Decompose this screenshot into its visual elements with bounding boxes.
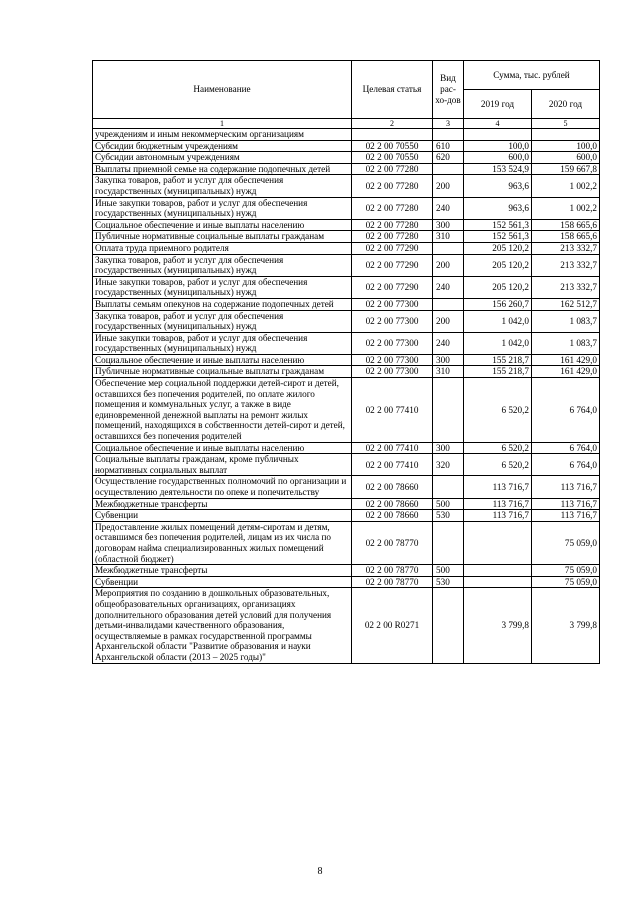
cell-code: 02 2 00 78660 (352, 498, 433, 510)
cell-s2: 6 764,0 (532, 378, 600, 443)
table-row (93, 476, 600, 498)
cell-type: 200 (433, 254, 464, 276)
cell-type (433, 242, 464, 254)
cell-type: 530 (433, 576, 464, 588)
table-row (93, 588, 600, 663)
table-row (93, 219, 600, 231)
header-type: Вид рас-хо-дов (433, 61, 464, 119)
cell-code: 02 2 00 77280 (352, 175, 433, 197)
cell-type: 240 (433, 332, 464, 354)
cell-s1: 1 042,0 (464, 310, 532, 332)
cell-code: 02 2 00 R0271 (352, 588, 433, 663)
cell-code: 02 2 00 77300 (352, 298, 433, 310)
cell-code: 02 2 00 77280 (352, 231, 433, 243)
cell-name: Субсидии бюджетным учреждениям (93, 140, 352, 152)
table-row (93, 332, 600, 354)
cell-code: 02 2 00 70550 (352, 152, 433, 164)
cell-s1: 155 218,7 (464, 366, 532, 378)
table-row (93, 378, 600, 443)
cell-type: 200 (433, 310, 464, 332)
cell-s2: 158 665,6 (532, 219, 600, 231)
cell-type: 620 (433, 152, 464, 164)
cell-name: Субвенции (93, 510, 352, 522)
table-row (93, 254, 600, 276)
cell-s1: 113 716,7 (464, 476, 532, 498)
cell-name: Закупка товаров, работ и услуг для обеспечения государственных (муниципальных) нужд (93, 175, 352, 197)
cell-s2: 113 716,7 (532, 498, 600, 510)
cell-s2: 213 332,7 (532, 276, 600, 298)
column-number: 3 (433, 119, 464, 129)
cell-code: 02 2 00 77300 (352, 354, 433, 366)
cell-code: 02 2 00 78770 (352, 521, 433, 564)
table-body (93, 129, 600, 664)
table-header-row (93, 61, 600, 90)
cell-type (433, 521, 464, 564)
cell-name: Субвенции (93, 576, 352, 588)
cell-s1: 1 042,0 (464, 332, 532, 354)
cell-s1: 963,6 (464, 197, 532, 219)
cell-name: Закупка товаров, работ и услуг для обеспечения государственных (муниципальных) нужд (93, 310, 352, 332)
cell-type: 240 (433, 276, 464, 298)
cell-code: 02 2 00 78660 (352, 476, 433, 498)
table-row (93, 565, 600, 577)
cell-s2: 75 059,0 (532, 576, 600, 588)
cell-name: Социальное обеспечение и иные выплаты населению (93, 442, 352, 454)
table-row (93, 140, 600, 152)
cell-name: Осуществление государственных полномочий по организации и осуществлению деятельности по опеке и попечительству (93, 476, 352, 498)
cell-name: Предоставление жилых помещений детям-сиротам и детям, оставшимся без попечения родителей, лицам из их числа по договорам найма специализированных жилых помещений (областной бюджет) (93, 521, 352, 564)
cell-name: Межбюджетные трансферты (93, 565, 352, 577)
cell-s1: 6 520,2 (464, 442, 532, 454)
cell-name: Иные закупки товаров, работ и услуг для обеспечения государственных (муниципальных) нужд (93, 332, 352, 354)
header-code: Целевая статья (352, 61, 433, 119)
cell-code: 02 2 00 77290 (352, 276, 433, 298)
cell-s2: 6 764,0 (532, 454, 600, 476)
cell-s1: 205 120,2 (464, 242, 532, 254)
header-sum: Сумма, тыс. рублей (464, 61, 600, 90)
cell-type (433, 476, 464, 498)
header-year-2019: 2019 год (464, 90, 532, 119)
cell-s2: 213 332,7 (532, 242, 600, 254)
cell-code: 02 2 00 78660 (352, 510, 433, 522)
table-row (93, 197, 600, 219)
cell-type: 240 (433, 197, 464, 219)
cell-s2: 6 764,0 (532, 442, 600, 454)
cell-code: 02 2 00 77410 (352, 378, 433, 443)
cell-s1: 6 520,2 (464, 454, 532, 476)
cell-name: Оплата труда приемного родителя (93, 242, 352, 254)
table-row (93, 152, 600, 164)
page-number: 8 (317, 866, 323, 877)
cell-type: 500 (433, 565, 464, 577)
cell-code: 02 2 00 77300 (352, 332, 433, 354)
cell-s1: 205 120,2 (464, 276, 532, 298)
cell-s2: 1 083,7 (532, 332, 600, 354)
cell-code: 02 2 00 78770 (352, 565, 433, 577)
table-row (93, 521, 600, 564)
column-number: 4 (464, 119, 532, 129)
cell-type (433, 588, 464, 663)
cell-s2: 162 512,7 (532, 298, 600, 310)
cell-code: 02 2 00 77290 (352, 242, 433, 254)
header-year-2020: 2020 год (532, 90, 600, 119)
cell-type: 320 (433, 454, 464, 476)
cell-type (433, 129, 464, 141)
cell-type (433, 378, 464, 443)
cell-name: Выплаты семьям опекунов на содержание подопечных детей (93, 298, 352, 310)
cell-code: 02 2 00 77410 (352, 442, 433, 454)
cell-s1: 153 524,9 (464, 163, 532, 175)
cell-s1: 6 520,2 (464, 378, 532, 443)
cell-code: 02 2 00 77280 (352, 163, 433, 175)
cell-name: Закупка товаров, работ и услуг для обеспечения государственных (муниципальных) нужд (93, 254, 352, 276)
cell-s2: 100,0 (532, 140, 600, 152)
table-row (93, 242, 600, 254)
cell-type: 310 (433, 231, 464, 243)
cell-code (352, 129, 433, 141)
cell-s1: 963,6 (464, 175, 532, 197)
table-row (93, 310, 600, 332)
cell-s2: 1 002,2 (532, 197, 600, 219)
cell-s1 (464, 129, 532, 141)
cell-name: Социальное обеспечение и иные выплаты населению (93, 354, 352, 366)
column-numbers-row (93, 119, 600, 129)
cell-name: Выплаты приемной семье на содержание подопечных детей (93, 163, 352, 175)
cell-code: 02 2 00 77410 (352, 454, 433, 476)
header-name: Наименование (93, 61, 352, 119)
cell-code: 02 2 00 77290 (352, 254, 433, 276)
cell-s2: 161 429,0 (532, 354, 600, 366)
budget-table (92, 60, 600, 664)
table-row (93, 442, 600, 454)
table-row (93, 129, 600, 141)
cell-s1: 100,0 (464, 140, 532, 152)
cell-type: 610 (433, 140, 464, 152)
cell-s1: 152 561,3 (464, 231, 532, 243)
table-row (93, 354, 600, 366)
cell-s1: 600,0 (464, 152, 532, 164)
cell-name: Субсидии автономным учреждениям (93, 152, 352, 164)
table-row (93, 510, 600, 522)
table-row (93, 366, 600, 378)
cell-s1: 152 561,3 (464, 219, 532, 231)
cell-name: Иные закупки товаров, работ и услуг для обеспечения государственных (муниципальных) нужд (93, 276, 352, 298)
cell-code: 02 2 00 78770 (352, 576, 433, 588)
cell-s1: 113 716,7 (464, 510, 532, 522)
cell-s2: 113 716,7 (532, 510, 600, 522)
cell-s2: 75 059,0 (532, 565, 600, 577)
cell-type: 300 (433, 219, 464, 231)
cell-s2: 161 429,0 (532, 366, 600, 378)
cell-name: Социальные выплаты гражданам, кроме публичных нормативных социальных выплат (93, 454, 352, 476)
column-number: 2 (352, 119, 433, 129)
cell-s1: 113 716,7 (464, 498, 532, 510)
cell-s2: 1 083,7 (532, 310, 600, 332)
table-row (93, 298, 600, 310)
cell-s2: 1 002,2 (532, 175, 600, 197)
cell-type: 310 (433, 366, 464, 378)
cell-s1: 205 120,2 (464, 254, 532, 276)
cell-name: учреждениям и иным некоммерческим организациям (93, 129, 352, 141)
cell-s1: 156 260,7 (464, 298, 532, 310)
table-row (93, 276, 600, 298)
cell-code: 02 2 00 77280 (352, 197, 433, 219)
cell-type (433, 163, 464, 175)
table-row (93, 498, 600, 510)
cell-type: 300 (433, 442, 464, 454)
cell-type: 500 (433, 498, 464, 510)
budget-table-sheet (92, 60, 600, 664)
cell-s1 (464, 521, 532, 564)
column-number: 1 (93, 119, 352, 129)
cell-s1 (464, 576, 532, 588)
cell-name: Обеспечение мер социальной поддержки детей-сирот и детей, оставшихся без попечения родителей, по оплате жилого помещения и коммунальных услуг, а также в виде единовременной денежной выплаты на ремонт жилых помещений, находящихся в собственности детей-сирот и детей, оставшихся без попечения родителей (93, 378, 352, 443)
cell-s2 (532, 129, 600, 141)
table-row (93, 175, 600, 197)
cell-s1: 3 799,8 (464, 588, 532, 663)
cell-code: 02 2 00 77300 (352, 310, 433, 332)
cell-name: Публичные нормативные социальные выплаты гражданам (93, 231, 352, 243)
table-row (93, 576, 600, 588)
cell-s2: 600,0 (532, 152, 600, 164)
cell-name: Мероприятия по созданию в дошкольных образовательных, общеобразовательных организациях, организациях дополнительного образования детей условий для получения детьми-инвалидами качественного образования, осуществляемые в рамках государственной программы Архангельской области "Развитие образования и науки Архангельской области (2013 – 2025 годы)" (93, 588, 352, 663)
cell-type: 300 (433, 354, 464, 366)
table-row (93, 231, 600, 243)
cell-code: 02 2 00 77280 (352, 219, 433, 231)
cell-s2: 75 059,0 (532, 521, 600, 564)
cell-name: Межбюджетные трансферты (93, 498, 352, 510)
cell-type: 530 (433, 510, 464, 522)
cell-s1 (464, 565, 532, 577)
cell-s2: 113 716,7 (532, 476, 600, 498)
column-number: 5 (532, 119, 600, 129)
cell-type: 200 (433, 175, 464, 197)
cell-s2: 159 667,8 (532, 163, 600, 175)
cell-s2: 213 332,7 (532, 254, 600, 276)
cell-name: Публичные нормативные социальные выплаты гражданам (93, 366, 352, 378)
table-row (93, 163, 600, 175)
cell-code: 02 2 00 70550 (352, 140, 433, 152)
cell-s2: 3 799,8 (532, 588, 600, 663)
cell-type (433, 298, 464, 310)
cell-s1: 155 218,7 (464, 354, 532, 366)
cell-code: 02 2 00 77300 (352, 366, 433, 378)
cell-name: Иные закупки товаров, работ и услуг для обеспечения государственных (муниципальных) нужд (93, 197, 352, 219)
table-row (93, 454, 600, 476)
cell-name: Социальное обеспечение и иные выплаты населению (93, 219, 352, 231)
cell-s2: 158 665,6 (532, 231, 600, 243)
